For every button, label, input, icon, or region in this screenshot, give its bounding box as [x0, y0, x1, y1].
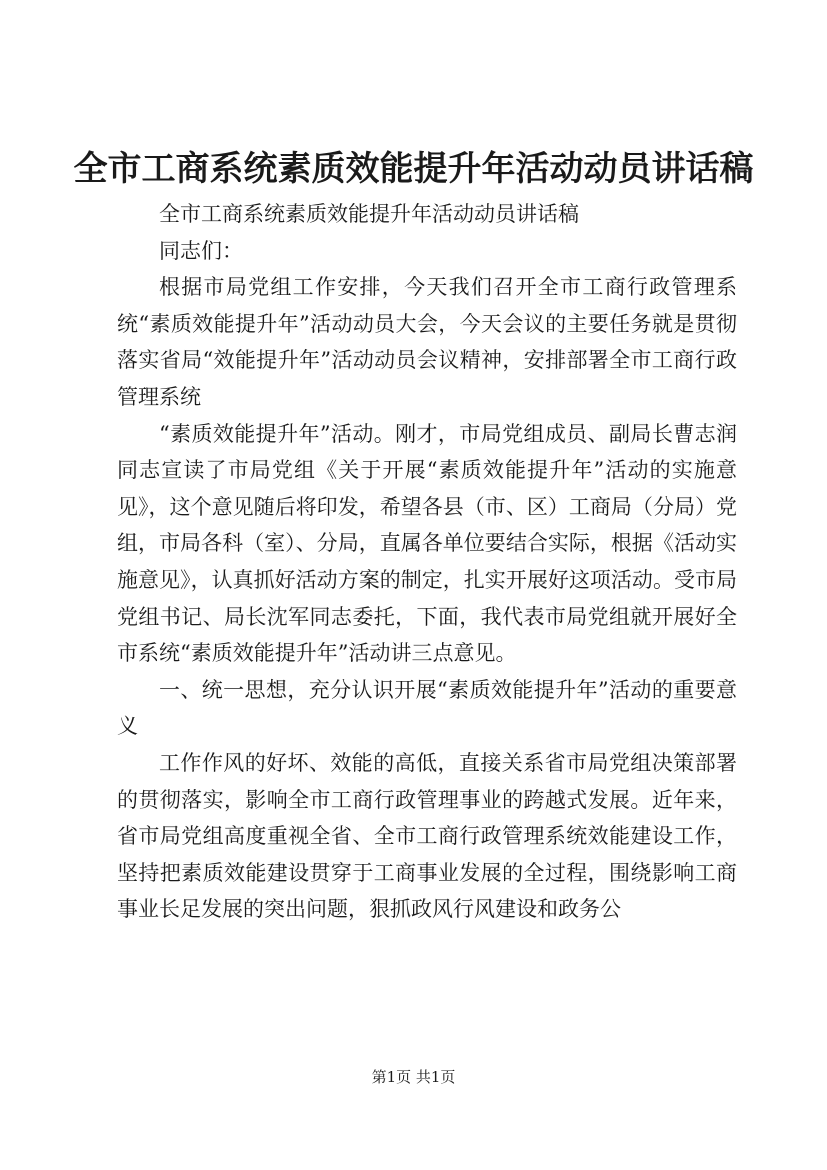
paragraph: 一、统一思想，充分认识开展“素质效能提升年”活动的重要意义: [117, 677, 737, 739]
paragraph: “素质效能提升年”活动。刚才，市局党组成员、副局长曹志润同志宣读了市局党组《关于开展“素质效能提升年”活动的实施意见》，这个意见随后将印发，希望各县（市、区）工商局（分局）党组，市局各科（室）、分局，直属各单位要结合实际，根据《活动实施意见》，认真抓好活动方案的制定，扎实开展好这项活动。受市局党组书记、局长沈军同志委托，下面，我代表市局党组就开展好全市系统“素质效能提升年”活动讲三点意见。: [117, 421, 737, 666]
paragraph: 根据市局党组工作安排，今天我们召开全市工商行政管理系统“素质效能提升年”活动动员大会，今天会议的主要任务就是贯彻落实省局“效能提升年”活动动员会议精神，安排部署全市工商行政管理系统: [117, 275, 737, 409]
page-footer: 第1页 共1页: [371, 1068, 456, 1086]
paragraph: 同志们：: [159, 238, 243, 263]
paragraph: 工作作风的好坏、效能的高低，直接关系省市局党组决策部署的贯彻落实，影响全市工商行政管理事业的跨越式发展。近年来，省市局党组高度重视全省、全市工商行政管理系统效能建设工作，坚持把素质效能建设贯穿于工商事业发展的全过程，围绕影响工商事业长足发展的突出问题，狠抓政风行风建设和政务公: [117, 750, 737, 922]
document-body: [117, 196, 737, 928]
document-title: 全市工商系统素质效能提升年活动动员讲话稿: [73, 149, 754, 189]
paragraph: 全市工商系统素质效能提升年活动动员讲话稿: [159, 202, 579, 226]
